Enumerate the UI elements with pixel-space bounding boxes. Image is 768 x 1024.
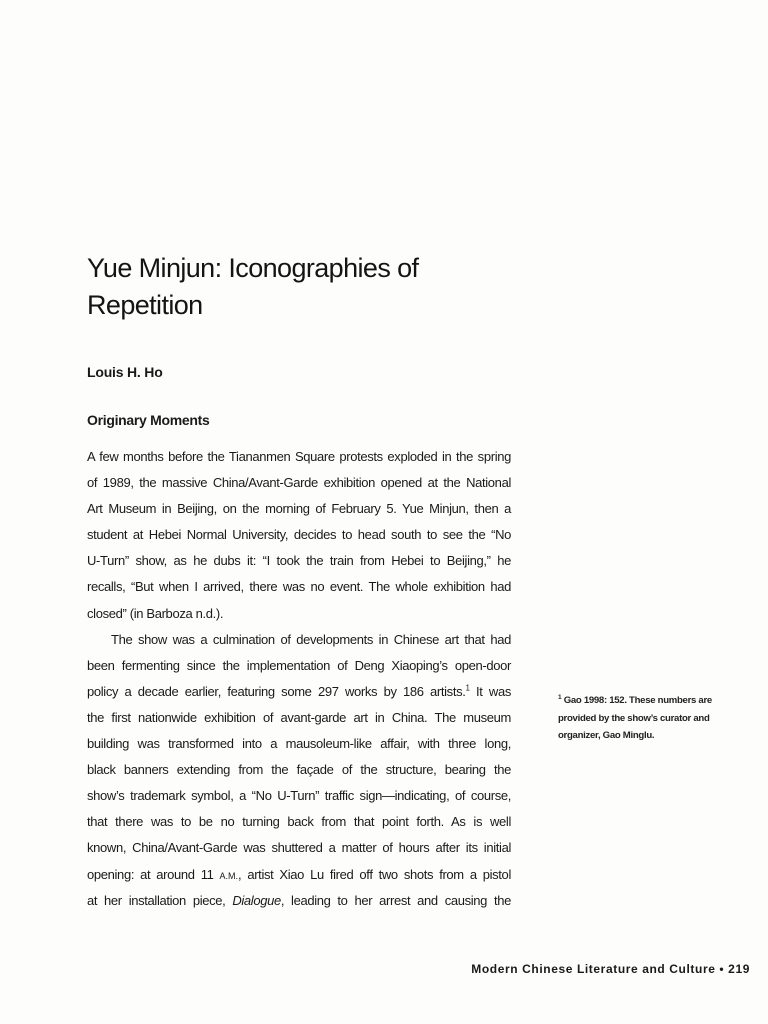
author-name: Louis H. Ho (87, 364, 163, 380)
body-line (87, 679, 511, 705)
body-text (87, 444, 511, 914)
body-text-run: policy a decade earlier, featuring some 297 works by 186 artists. (87, 683, 466, 699)
body-line (87, 888, 511, 914)
body-line: A few months before the Tiananmen Square protests exploded in the spring (87, 449, 511, 464)
body-text-run: at her installation piece, (87, 892, 233, 908)
body-line: of 1989, the massive China/Avant-Garde exhibition opened at the National (87, 475, 511, 491)
body-line: The show was a culmination of developments in Chinese art that had (111, 631, 511, 647)
running-footer: Modern Chinese Literature and Culture • 219 (471, 962, 750, 976)
footnote-reference[interactable]: 1 (465, 683, 470, 693)
body-text-run: , artist Xiao Lu fired off two shots from a pistol (238, 866, 511, 882)
body-line: known, China/Avant-Garde was shuttered a matter of hours after its initial (87, 840, 511, 856)
article-title-line-1: Yue Minjun: Iconographies of (87, 253, 419, 283)
time-abbreviation: A.M. (219, 870, 239, 881)
body-text-run: , leading to her arrest and causing the (280, 892, 511, 908)
footnote-marker: 1 (558, 693, 562, 701)
body-line: student at Hebei Normal University, decides to head south to see the “No (87, 527, 511, 543)
body-line: building was transformed into a mausoleum-like affair, with three long, (87, 736, 511, 752)
body-text-run: opening: at around 11 (87, 866, 220, 882)
article-title-line-2: Repetition (87, 290, 203, 320)
body-text-run: It was (469, 683, 511, 699)
body-line: black banners extending from the façade of the structure, bearing the (87, 762, 511, 778)
section-heading: Originary Moments (87, 412, 210, 428)
footnote-text: Gao 1998: 152. These numbers are provided by the show’s curator and organizer, Gao Minglu. (558, 695, 712, 741)
artwork-title: Dialogue (232, 892, 281, 908)
article-title (87, 250, 527, 324)
body-line: show’s trademark symbol, a “No U-Turn” traffic sign—indicating, of course, (87, 788, 511, 804)
body-line (87, 862, 511, 888)
body-line: recalls, “But when I arrived, there was no event. The whole exhibition had (87, 579, 511, 595)
body-line: U-Turn” show, as he dubs it: “I took the train from Hebei to Beijing,” he (87, 553, 511, 569)
body-line: the first nationwide exhibition of avant-garde art in China. The museum (87, 709, 511, 725)
sidenote-footnote (558, 692, 728, 745)
body-line: closed” (in Barboza n.d.). (87, 605, 224, 621)
body-line: been fermenting since the implementation of Deng Xiaoping’s open-door (87, 657, 511, 673)
body-line: that there was to be no turning back from that point forth. As is well (87, 814, 511, 830)
body-line: Art Museum in Beijing, on the morning of February 5. Yue Minjun, then a (87, 501, 511, 517)
